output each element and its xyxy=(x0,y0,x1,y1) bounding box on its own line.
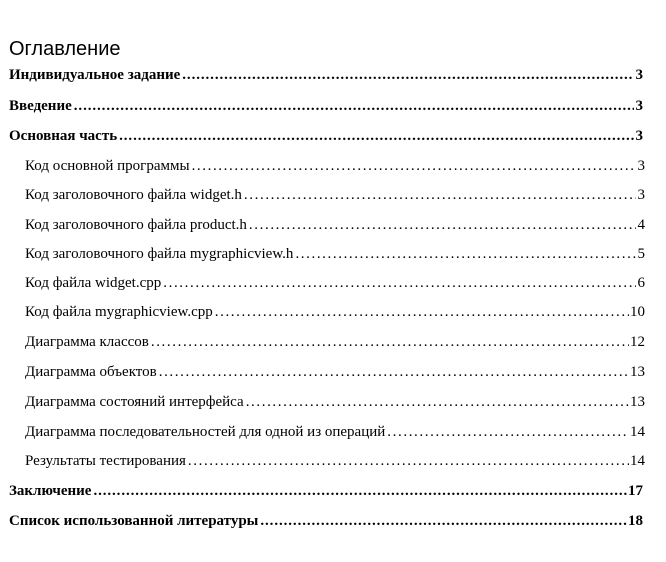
dot-leader xyxy=(93,480,627,502)
toc-entry-text: Диаграмма последовательностей для одной из операций xyxy=(25,424,386,440)
toc-entry-text: Диаграмма состояний интерфейса xyxy=(25,394,244,410)
toc-page-number: 3 xyxy=(635,67,643,83)
toc-entry-individual-task[interactable] xyxy=(9,64,643,86)
toc-entry-text: Код основной программы xyxy=(25,158,190,174)
toc-entry-text: Код заголовочного файла widget.h xyxy=(25,187,242,203)
toc-entry-text: Список использованной литературы xyxy=(9,513,259,529)
toc-entry-sequence-diagram[interactable] xyxy=(25,421,645,443)
toc-entry-product-h[interactable] xyxy=(25,214,645,236)
toc-entry-text: Код заголовочного файла product.h xyxy=(25,217,247,233)
toc-page-number: 12 xyxy=(630,334,645,350)
dot-leader xyxy=(249,214,636,236)
toc-page-number: 13 xyxy=(630,364,645,380)
toc-entry-main-part[interactable] xyxy=(9,125,643,147)
toc-entry-text: Основная часть xyxy=(9,128,118,144)
toc-page-number: 10 xyxy=(630,304,645,320)
dot-leader xyxy=(159,361,629,383)
toc-page-number: 4 xyxy=(637,217,645,233)
dot-leader xyxy=(387,421,629,443)
toc-entry-references[interactable] xyxy=(9,510,643,532)
toc-page-number: 13 xyxy=(630,394,645,410)
toc-entry-text: Код файла widget.cpp xyxy=(25,275,162,291)
dot-leader xyxy=(192,155,636,177)
dot-leader xyxy=(260,510,627,532)
toc-entry-text: Диаграмма объектов xyxy=(25,364,157,380)
toc-entry-object-diagram[interactable] xyxy=(25,361,645,383)
toc-entry-mygraphicview-cpp[interactable] xyxy=(25,301,645,323)
toc-page-number: 3 xyxy=(637,158,645,174)
toc-entry-test-results[interactable] xyxy=(25,450,645,472)
toc-entry-widget-cpp[interactable] xyxy=(25,272,645,294)
toc-page-number: 18 xyxy=(628,513,643,529)
toc-entry-mygraphicview-h[interactable] xyxy=(25,243,645,265)
toc-title: Оглавление xyxy=(9,38,121,60)
toc-page-number: 14 xyxy=(630,424,645,440)
toc-entry-text: Заключение xyxy=(9,483,92,499)
toc-page-number: 3 xyxy=(635,128,643,144)
dot-leader xyxy=(244,184,636,206)
toc-page-number: 14 xyxy=(630,453,645,469)
dot-leader xyxy=(188,450,629,472)
toc-entry-text: Код заголовочного файла mygraphicview.h xyxy=(25,246,294,262)
dot-leader xyxy=(246,391,629,413)
dot-leader xyxy=(74,95,634,117)
toc-entry-text: Код файла mygraphicview.cpp xyxy=(25,304,213,320)
toc-entry-text: Индивидуальное задание xyxy=(9,67,181,83)
toc-page-number: 6 xyxy=(637,275,645,291)
dot-leader xyxy=(163,272,636,294)
toc-entry-class-diagram[interactable] xyxy=(25,331,645,353)
dot-leader xyxy=(295,243,636,265)
toc-entry-widget-h[interactable] xyxy=(25,184,645,206)
toc-entry-text: Результаты тестирования xyxy=(25,453,186,469)
toc-entry-interface-state-diagram[interactable] xyxy=(25,391,645,413)
toc-page-number: 3 xyxy=(635,98,643,114)
dot-leader xyxy=(215,301,629,323)
toc-entry-introduction[interactable] xyxy=(9,95,643,117)
dot-leader xyxy=(151,331,629,353)
dot-leader xyxy=(182,64,634,86)
toc-entry-main-program-code[interactable] xyxy=(25,155,645,177)
toc-entry-text: Диаграмма классов xyxy=(25,334,149,350)
toc-page-number: 5 xyxy=(637,246,645,262)
toc-page-number: 17 xyxy=(628,483,643,499)
toc-page-number: 3 xyxy=(637,187,645,203)
toc-entry-text: Введение xyxy=(9,98,72,114)
dot-leader xyxy=(119,125,634,147)
toc-entry-conclusion[interactable] xyxy=(9,480,643,502)
